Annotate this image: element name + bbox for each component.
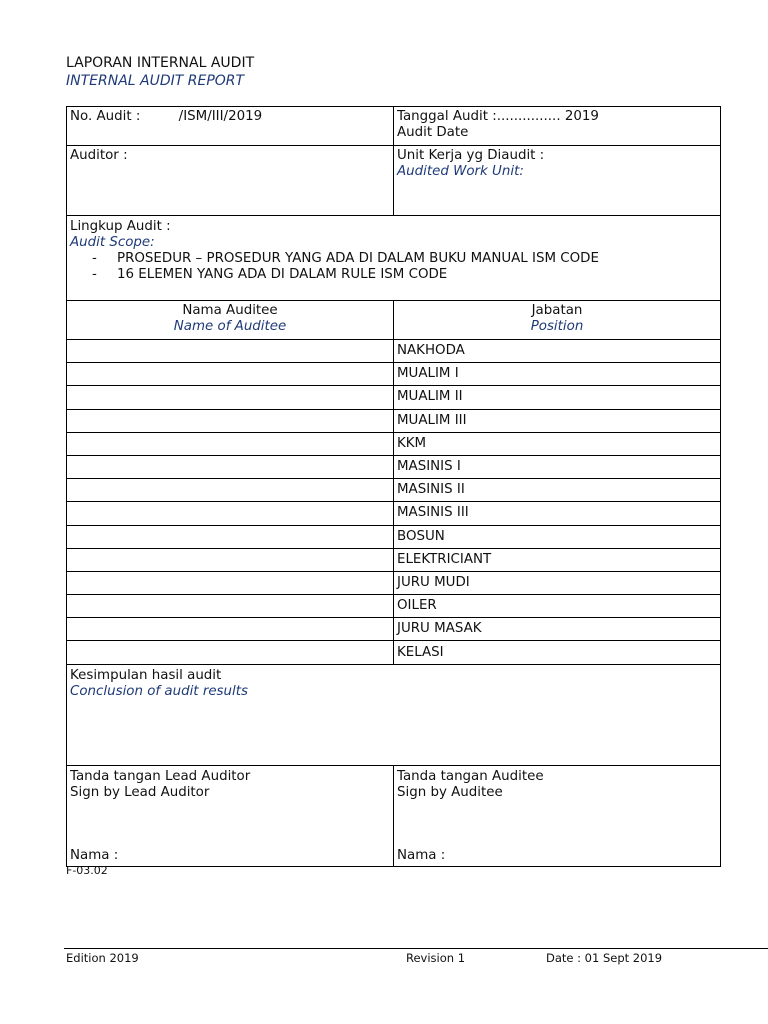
audit-scope-cell: [67, 216, 721, 301]
audit-number-cell[interactable]: [67, 107, 394, 146]
position-column-header: [394, 301, 721, 340]
audit-date-cell[interactable]: [394, 107, 721, 146]
auditee-name-cell[interactable]: [67, 502, 394, 525]
auditee-column-header: [67, 301, 394, 340]
audit-form-table: [66, 106, 721, 867]
footer-edition: Edition 2019: [66, 951, 139, 965]
auditee-sign-label-en: Sign by Auditee: [397, 784, 503, 800]
conclusion-label: Kesimpulan hasil audit: [70, 667, 222, 683]
auditee-header-label-en: Name of Auditee: [173, 319, 287, 334]
scope-item: - 16 ELEMEN YANG ADA DI DALAM RULE ISM CODE: [92, 267, 448, 282]
work-unit-label: Unit Kerja yg Diaudit :: [397, 148, 545, 163]
auditee-name-cell[interactable]: [67, 409, 394, 432]
position-header-label-en: Position: [530, 319, 584, 334]
auditee-row: [67, 363, 721, 386]
auditee-row: [67, 340, 721, 363]
position-cell: ELEKTRICIANT: [394, 548, 721, 571]
position-cell: MUALIM I: [394, 363, 721, 386]
auditee-row: [67, 548, 721, 571]
position-cell: NAKHODA: [394, 340, 721, 363]
audit-date-label-en: Audit Date: [397, 125, 469, 140]
report-subtitle: INTERNAL AUDIT REPORT: [66, 73, 245, 89]
position-cell: JURU MASAK: [394, 618, 721, 641]
auditee-row: [67, 455, 721, 478]
auditee-name-cell[interactable]: [67, 641, 394, 664]
auditee-name-cell[interactable]: [67, 595, 394, 618]
auditee-name-cell[interactable]: [67, 432, 394, 455]
auditee-name-cell[interactable]: [67, 525, 394, 548]
auditee-name-cell[interactable]: [67, 618, 394, 641]
position-cell: MASINIS II: [394, 479, 721, 502]
position-cell: KELASI: [394, 641, 721, 664]
auditee-row: [67, 432, 721, 455]
auditee-name-cell[interactable]: [67, 386, 394, 409]
position-cell: OILER: [394, 595, 721, 618]
audit-date-label: Tanggal Audit :............... 2019: [397, 109, 599, 124]
audit-scope-label: Lingkup Audit :: [70, 219, 171, 234]
lead-auditor-name-label: Nama :: [70, 847, 119, 863]
audit-number-label: No. Audit : /ISM/III/2019: [70, 109, 263, 124]
auditor-label: Auditor :: [70, 148, 128, 163]
auditee-rows: [67, 340, 721, 665]
position-cell: MUALIM II: [394, 386, 721, 409]
auditee-row: [67, 641, 721, 664]
auditee-header-label: Nama Auditee: [182, 303, 278, 318]
form-code: F-03.02: [66, 864, 108, 877]
auditee-name-cell[interactable]: [67, 455, 394, 478]
auditee-row: [67, 502, 721, 525]
auditee-row: [67, 386, 721, 409]
position-cell: MASINIS III: [394, 502, 721, 525]
report-title: LAPORAN INTERNAL AUDIT: [66, 55, 255, 71]
auditee-row: [67, 409, 721, 432]
auditee-row: [67, 595, 721, 618]
auditee-row: [67, 618, 721, 641]
lead-auditor-signature-cell[interactable]: [67, 765, 394, 866]
conclusion-cell[interactable]: [67, 664, 721, 765]
footer-date: Date : 01 Sept 2019: [546, 951, 663, 965]
footer-revision: Revision 1: [406, 951, 466, 965]
auditee-name-cell[interactable]: [67, 479, 394, 502]
position-cell: MASINIS I: [394, 455, 721, 478]
auditee-row: [67, 479, 721, 502]
auditee-name-cell[interactable]: [67, 363, 394, 386]
footer-divider: [64, 948, 768, 949]
auditee-name-cell[interactable]: [67, 548, 394, 571]
auditor-cell[interactable]: [67, 146, 394, 216]
auditee-name-label: Nama :: [397, 847, 446, 863]
position-cell: KKM: [394, 432, 721, 455]
scope-list: [70, 251, 717, 283]
position-cell: BOSUN: [394, 525, 721, 548]
work-unit-cell[interactable]: [394, 146, 721, 216]
position-cell: MUALIM III: [394, 409, 721, 432]
work-unit-label-en: Audited Work Unit:: [397, 164, 524, 179]
auditee-name-cell[interactable]: [67, 571, 394, 594]
audit-scope-label-en: Audit Scope:: [70, 235, 155, 250]
auditee-name-cell[interactable]: [67, 340, 394, 363]
position-cell: JURU MUDI: [394, 571, 721, 594]
auditee-signature-cell[interactable]: [394, 765, 721, 866]
auditee-sign-label: Tanda tangan Auditee: [397, 768, 544, 784]
auditee-row: [67, 571, 721, 594]
auditee-row: [67, 525, 721, 548]
conclusion-label-en: Conclusion of audit results: [70, 683, 248, 699]
position-header-label: Jabatan: [531, 303, 583, 318]
lead-auditor-sign-label: Tanda tangan Lead Auditor: [70, 768, 251, 784]
lead-auditor-sign-label-en: Sign by Lead Auditor: [70, 784, 210, 800]
scope-item: - PROSEDUR – PROSEDUR YANG ADA DI DALAM BUKU MANUAL ISM CODE: [92, 251, 599, 266]
